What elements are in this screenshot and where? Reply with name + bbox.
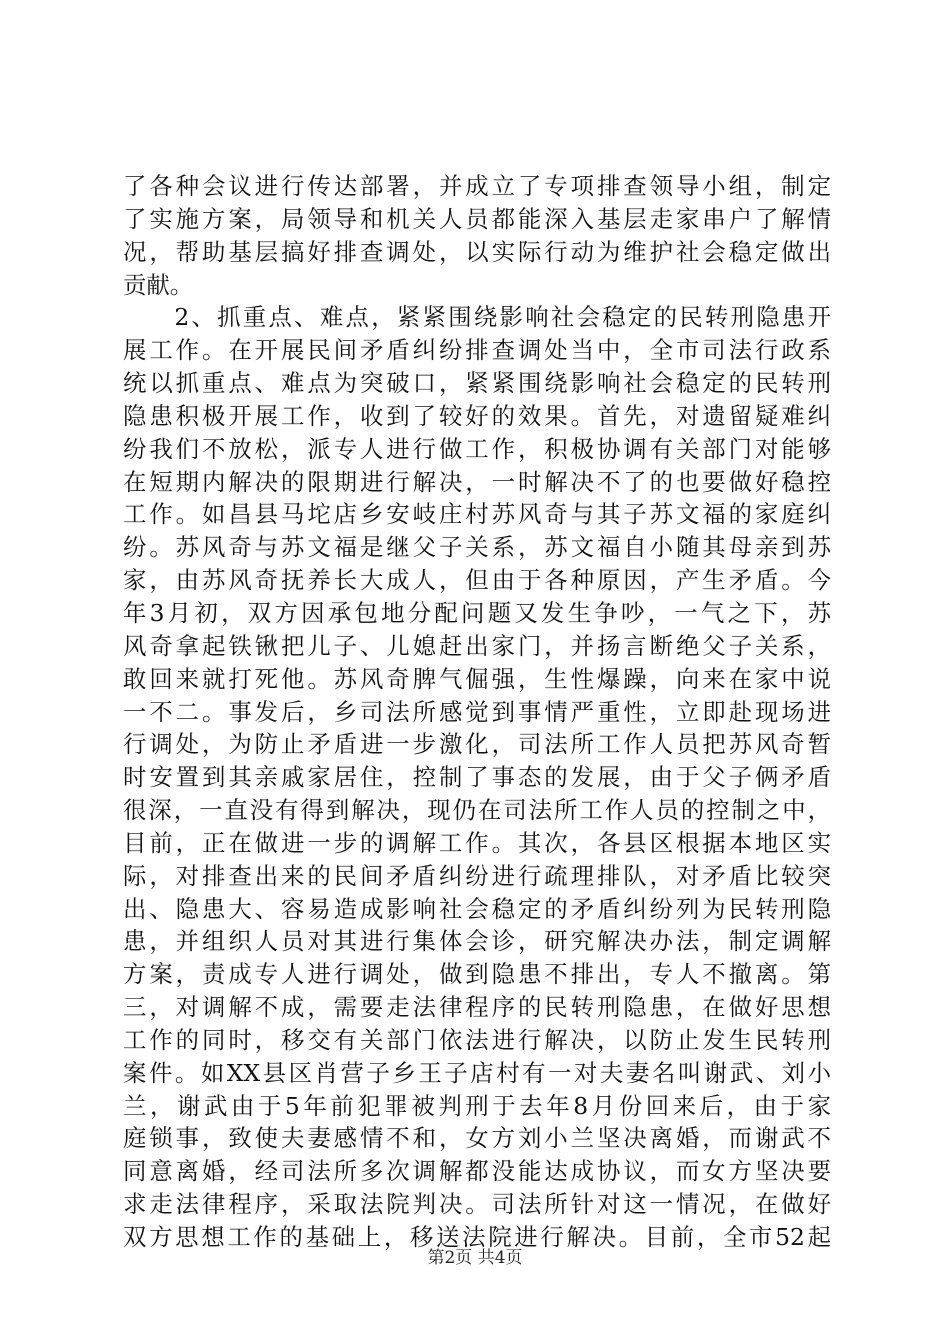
text-line: 兰，谢武由于5年前犯罪被判刑于去年8月份回来后，由于家 — [123, 1091, 831, 1120]
text-line: 时安置到其亲戚家居住，控制了事态的发展，由于父子俩矛盾 — [123, 763, 831, 792]
text-line: 隐患积极开展工作，收到了较好的效果。首先，对遗留疑难纠 — [123, 401, 831, 430]
text-line: 纷我们不放松，派专人进行做工作，积极协调有关部门对能够 — [123, 434, 831, 463]
text-line: 方案，责成专人进行调处，做到隐患不排出，专人不撤离。第 — [123, 960, 831, 989]
text-line: 患，并组织人员对其进行集体会诊，研究解决办法，制定调解 — [123, 927, 831, 956]
text-line: 很深，一直没有得到解决，现仍在司法所工作人员的控制之中， — [123, 796, 831, 825]
text-line: 敢回来就打死他。苏风奇脾气倔强，生性爆躁，向来在家中说 — [123, 664, 831, 693]
text-line: 求走法律程序，采取法院判决。司法所针对这一情况，在做好 — [123, 1190, 831, 1219]
text-line: 在短期内解决的限期进行解决，一时解决不了的也要做好稳控 — [123, 467, 831, 496]
text-line: 风奇拿起铁锹把儿子、儿媳赶出家门，并扬言断绝父子关系， — [123, 631, 831, 660]
text-line: 同意离婚，经司法所多次调解都没能达成协议，而女方坚决要 — [123, 1157, 831, 1186]
text-line: 况，帮助基层搞好排查调处，以实际行动为维护社会稳定做出 — [123, 237, 831, 266]
text-line: 年3月初，双方因承包地分配问题又发生争吵，一气之下，苏 — [123, 598, 831, 627]
text-line: 统以抓重点、难点为突破口，紧紧围绕影响社会稳定的民转刑 — [123, 369, 831, 398]
text-line: 一不二。事发后，乡司法所感觉到事情严重性，立即赴现场进 — [123, 697, 831, 726]
text-line: 家，由苏风奇抚养长大成人，但由于各种原因，产生矛盾。今 — [123, 566, 831, 595]
text-line: 贡献。 — [123, 270, 194, 299]
document-body — [123, 170, 831, 1254]
text-line: 纷。苏风奇与苏文福是继父子关系，苏文福自小随其母亲到苏 — [123, 533, 831, 562]
text-line: 了实施方案，局领导和机关人员都能深入基层走家串户了解情 — [123, 204, 831, 233]
text-line: 展工作。在开展民间矛盾纠纷排查调处当中，全市司法行政系 — [123, 336, 831, 365]
text-line: 际，对排查出来的民间矛盾纠纷进行疏理排队，对矛盾比较突 — [123, 861, 831, 890]
text-line: 庭锁事，致使夫妻感情不和，女方刘小兰坚决离婚，而谢武不 — [123, 1124, 831, 1153]
text-line: 目前，正在做进一步的调解工作。其次，各县区根据本地区实 — [123, 828, 831, 857]
text-line: 出、隐患大、容易造成影响社会稳定的矛盾纠纷列为民转刑隐 — [123, 894, 831, 923]
text-line: 工作。如昌县马坨店乡安岐庄村苏风奇与其子苏文福的家庭纠 — [123, 500, 831, 529]
text-line: 2、抓重点、难点，紧紧围绕影响社会稳定的民转刑隐患开 — [123, 303, 831, 332]
text-line: 工作的同时，移交有关部门依法进行解决，以防止发生民转刑 — [123, 1025, 831, 1054]
page-footer — [0, 1246, 950, 1270]
page-number-label: 第2页 共4页 — [427, 1248, 523, 1268]
text-line: 案件。如XX县区肖营子乡王子店村有一对夫妻名叫谢武、刘小 — [123, 1058, 831, 1087]
text-line: 三，对调解不成，需要走法律程序的民转刑隐患，在做好思想 — [123, 993, 831, 1022]
text-line: 了各种会议进行传达部署，并成立了专项排查领导小组，制定 — [123, 172, 831, 200]
text-line: 行调处，为防止矛盾进一步激化，司法所工作人员把苏风奇暂 — [123, 730, 831, 759]
text-line: 双方思想工作的基础上，移送法院进行解决。目前，全市52起 — [123, 1223, 831, 1251]
